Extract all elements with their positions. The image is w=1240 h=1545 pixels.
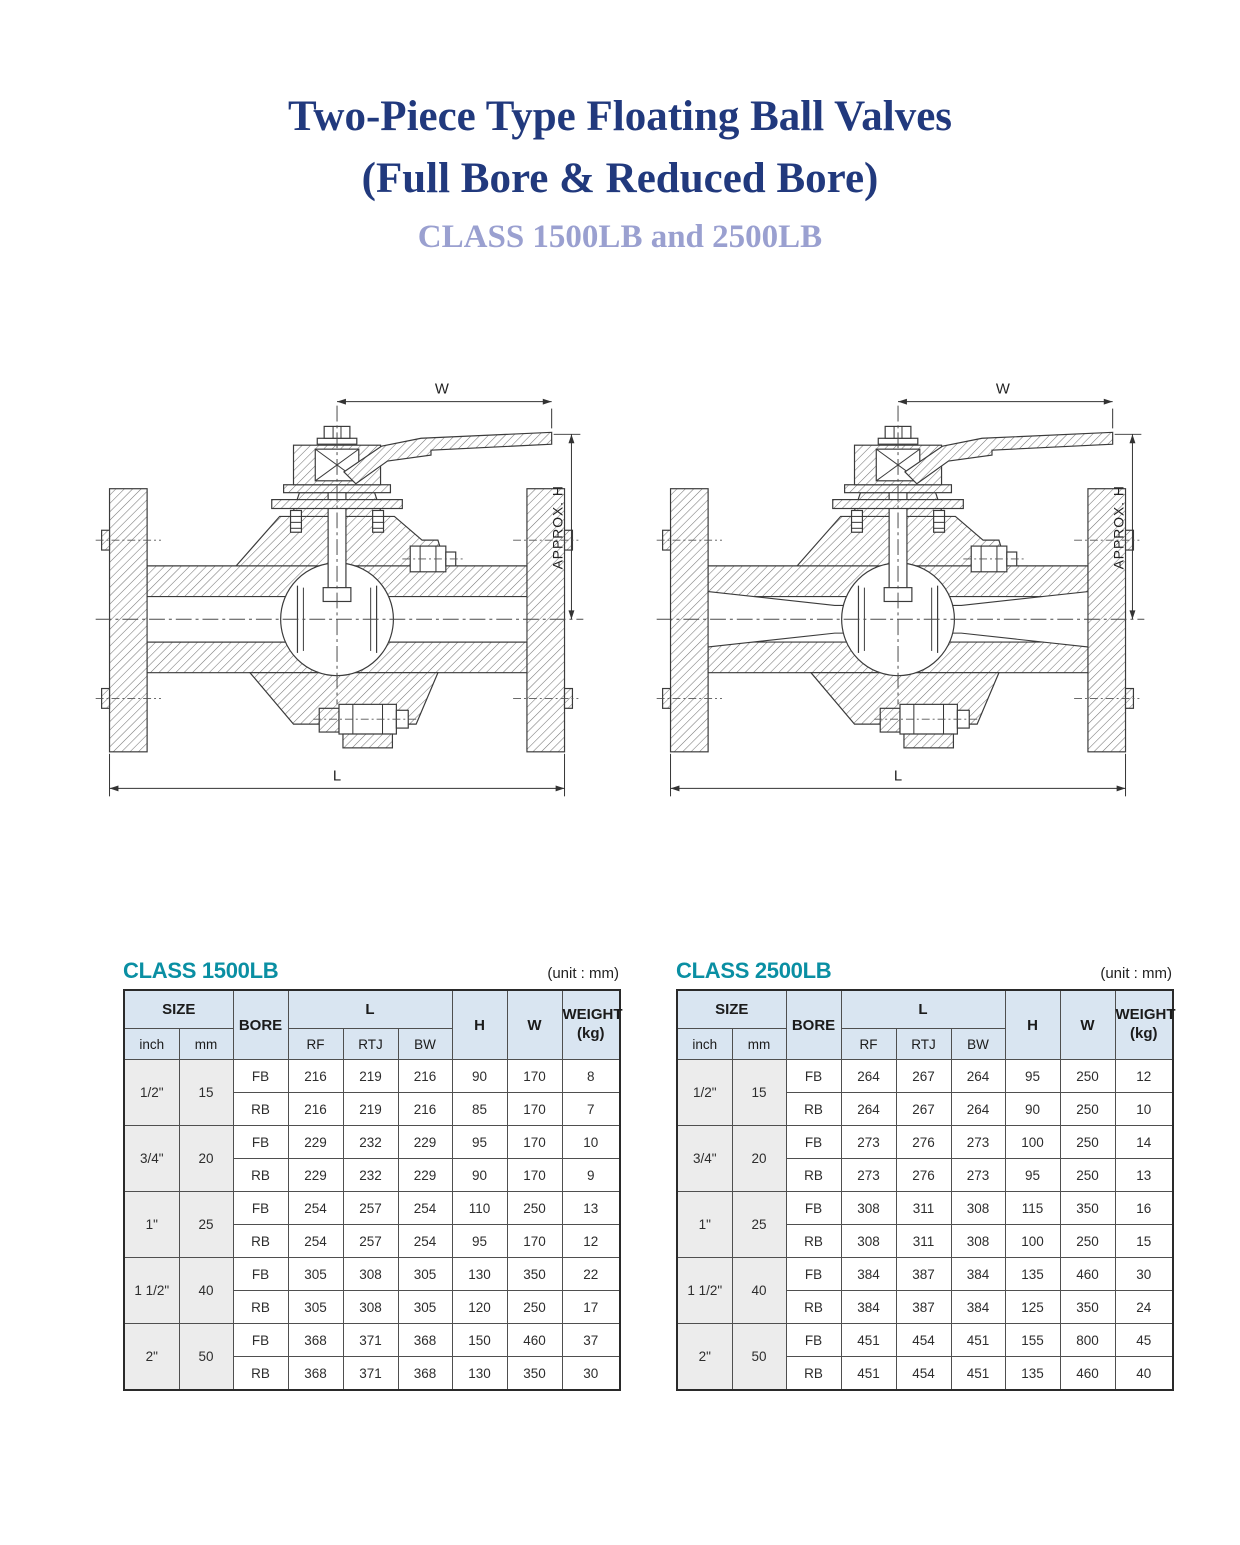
value-cell: 170: [507, 1093, 562, 1126]
size-inch-cell: 1": [124, 1192, 179, 1258]
value-cell: 368: [398, 1357, 452, 1391]
value-cell: 308: [343, 1258, 398, 1291]
value-cell: 170: [507, 1225, 562, 1258]
col-header-l: L: [288, 990, 452, 1029]
size-mm-cell: 50: [179, 1324, 233, 1391]
value-cell: 305: [398, 1291, 452, 1324]
spec-table-2500lb: [676, 989, 1174, 1391]
col-header-bw: BW: [398, 1029, 452, 1060]
value-cell: 135: [1005, 1357, 1060, 1391]
value-cell: 460: [507, 1324, 562, 1357]
value-cell: 264: [841, 1093, 896, 1126]
table-row: [124, 1126, 620, 1159]
valve-drawings: [0, 372, 1240, 827]
size-inch-cell: 2": [124, 1324, 179, 1391]
value-cell: 95: [1005, 1060, 1060, 1093]
value-cell: 13: [562, 1192, 620, 1225]
page-title-line1: Two-Piece Type Floating Ball Valves: [287, 93, 953, 140]
value-cell: 254: [398, 1225, 452, 1258]
value-cell: 368: [288, 1357, 343, 1391]
bore-cell: RB: [786, 1357, 841, 1391]
dim-l-label: L: [893, 768, 903, 785]
value-cell: 273: [951, 1126, 1005, 1159]
value-cell: 305: [398, 1258, 452, 1291]
value-cell: 460: [1060, 1357, 1115, 1391]
table-caption-row: [123, 958, 619, 982]
size-mm-cell: 15: [732, 1060, 786, 1126]
value-cell: 150: [452, 1324, 507, 1357]
value-cell: 219: [343, 1093, 398, 1126]
value-cell: 250: [1060, 1060, 1115, 1093]
spec-table-block-1500lb: [123, 958, 623, 1391]
bore-cell: FB: [786, 1258, 841, 1291]
value-cell: 368: [398, 1324, 452, 1357]
value-cell: 250: [1060, 1093, 1115, 1126]
value-cell: 273: [841, 1126, 896, 1159]
title-block: [0, 86, 1240, 256]
size-mm-cell: 40: [732, 1258, 786, 1324]
table-caption: CLASS 2500LB: [676, 958, 832, 983]
size-mm-cell: 25: [179, 1192, 233, 1258]
col-header-rtj: RTJ: [343, 1029, 398, 1060]
size-mm-cell: 15: [179, 1060, 233, 1126]
value-cell: 371: [343, 1357, 398, 1391]
size-mm-cell: 25: [732, 1192, 786, 1258]
value-cell: 308: [841, 1192, 896, 1225]
value-cell: 14: [1115, 1126, 1173, 1159]
col-header-h: H: [452, 990, 507, 1060]
bore-cell: FB: [233, 1192, 288, 1225]
value-cell: 371: [343, 1324, 398, 1357]
value-cell: 12: [562, 1225, 620, 1258]
value-cell: 384: [841, 1291, 896, 1324]
value-cell: 130: [452, 1357, 507, 1391]
value-cell: 170: [507, 1060, 562, 1093]
bore-cell: RB: [786, 1093, 841, 1126]
bore-cell: RB: [233, 1093, 288, 1126]
value-cell: 12: [1115, 1060, 1173, 1093]
value-cell: 15: [1115, 1225, 1173, 1258]
bore-cell: RB: [233, 1225, 288, 1258]
value-cell: 45: [1115, 1324, 1173, 1357]
dim-w-label: W: [995, 381, 1010, 398]
col-header-inch: inch: [124, 1029, 179, 1060]
size-inch-cell: 1 1/2": [124, 1258, 179, 1324]
bore-cell: RB: [786, 1159, 841, 1192]
size-inch-cell: 1 1/2": [677, 1258, 732, 1324]
col-header-w: W: [1060, 990, 1115, 1060]
value-cell: 170: [507, 1126, 562, 1159]
bore-cell: FB: [233, 1258, 288, 1291]
value-cell: 216: [288, 1093, 343, 1126]
value-cell: 17: [562, 1291, 620, 1324]
value-cell: 384: [951, 1258, 1005, 1291]
dim-l-label: L: [332, 768, 342, 785]
value-cell: 250: [507, 1291, 562, 1324]
value-cell: 9: [562, 1159, 620, 1192]
valve-figure-reduced-bore: [648, 372, 1153, 827]
value-cell: 229: [288, 1159, 343, 1192]
col-header-size: SIZE: [124, 990, 233, 1029]
value-cell: 350: [1060, 1192, 1115, 1225]
value-cell: 368: [288, 1324, 343, 1357]
value-cell: 95: [452, 1126, 507, 1159]
value-cell: 267: [896, 1060, 951, 1093]
valve-drawing-reduced-bore: [648, 372, 1153, 827]
table-row: [677, 1060, 1173, 1093]
value-cell: 250: [1060, 1159, 1115, 1192]
value-cell: 95: [1005, 1159, 1060, 1192]
size-inch-cell: 1/2": [677, 1060, 732, 1126]
value-cell: 451: [841, 1357, 896, 1391]
value-cell: 7: [562, 1093, 620, 1126]
value-cell: 232: [343, 1126, 398, 1159]
size-mm-cell: 20: [732, 1126, 786, 1192]
col-header-bore: BORE: [786, 990, 841, 1060]
value-cell: 257: [343, 1225, 398, 1258]
value-cell: 451: [951, 1357, 1005, 1391]
spec-table-1500lb: [123, 989, 621, 1391]
bore-cell: FB: [233, 1126, 288, 1159]
size-inch-cell: 2": [677, 1324, 732, 1391]
value-cell: 120: [452, 1291, 507, 1324]
value-cell: 8: [562, 1060, 620, 1093]
bore-cell: FB: [786, 1192, 841, 1225]
table-row: [124, 1324, 620, 1357]
col-header-weight: WEIGHT (kg): [562, 990, 620, 1060]
size-inch-cell: 1": [677, 1192, 732, 1258]
value-cell: 460: [1060, 1258, 1115, 1291]
value-cell: 264: [951, 1093, 1005, 1126]
value-cell: 276: [896, 1159, 951, 1192]
value-cell: 387: [896, 1258, 951, 1291]
value-cell: 115: [1005, 1192, 1060, 1225]
value-cell: 100: [1005, 1126, 1060, 1159]
value-cell: 232: [343, 1159, 398, 1192]
dim-w-label: W: [434, 381, 449, 398]
table-row: [124, 1060, 620, 1093]
col-header-l: L: [841, 990, 1005, 1029]
bore-cell: FB: [233, 1324, 288, 1357]
value-cell: 311: [896, 1225, 951, 1258]
table-row: [124, 1258, 620, 1291]
value-cell: 24: [1115, 1291, 1173, 1324]
col-header-h: H: [1005, 990, 1060, 1060]
value-cell: 273: [951, 1159, 1005, 1192]
value-cell: 257: [343, 1192, 398, 1225]
table-row: [677, 1192, 1173, 1225]
value-cell: 254: [288, 1225, 343, 1258]
value-cell: 170: [507, 1159, 562, 1192]
bore-cell: RB: [786, 1225, 841, 1258]
col-header-size: SIZE: [677, 990, 786, 1029]
value-cell: 37: [562, 1324, 620, 1357]
col-header-rf: RF: [288, 1029, 343, 1060]
value-cell: 40: [1115, 1357, 1173, 1391]
spec-tables: [123, 958, 1176, 1391]
value-cell: 130: [452, 1258, 507, 1291]
table-caption: CLASS 1500LB: [123, 958, 279, 983]
value-cell: 10: [1115, 1093, 1173, 1126]
bore-cell: RB: [233, 1291, 288, 1324]
bore-cell: FB: [786, 1060, 841, 1093]
value-cell: 454: [896, 1324, 951, 1357]
size-mm-cell: 40: [179, 1258, 233, 1324]
col-header-bw: BW: [951, 1029, 1005, 1060]
value-cell: 308: [343, 1291, 398, 1324]
value-cell: 13: [1115, 1159, 1173, 1192]
value-cell: 250: [1060, 1126, 1115, 1159]
value-cell: 311: [896, 1192, 951, 1225]
value-cell: 350: [507, 1258, 562, 1291]
page-title-line2: (Full Bore & Reduced Bore): [361, 155, 879, 203]
bore-cell: FB: [786, 1126, 841, 1159]
spec-table-block-2500lb: [676, 958, 1176, 1391]
value-cell: 350: [1060, 1291, 1115, 1324]
value-cell: 308: [951, 1192, 1005, 1225]
table-row: [677, 1324, 1173, 1357]
value-cell: 451: [841, 1324, 896, 1357]
value-cell: 22: [562, 1258, 620, 1291]
bore-cell: FB: [233, 1060, 288, 1093]
value-cell: 273: [841, 1159, 896, 1192]
size-inch-cell: 3/4": [677, 1126, 732, 1192]
value-cell: 308: [951, 1225, 1005, 1258]
col-header-weight: WEIGHT (kg): [1115, 990, 1173, 1060]
size-mm-cell: 50: [732, 1324, 786, 1391]
value-cell: 384: [951, 1291, 1005, 1324]
value-cell: 250: [507, 1192, 562, 1225]
value-cell: 276: [896, 1126, 951, 1159]
col-header-rf: RF: [841, 1029, 896, 1060]
value-cell: 308: [841, 1225, 896, 1258]
valve-figure-full-bore: [87, 372, 592, 827]
value-cell: 216: [398, 1060, 452, 1093]
value-cell: 16: [1115, 1192, 1173, 1225]
value-cell: 95: [452, 1225, 507, 1258]
col-header-mm: mm: [179, 1029, 233, 1060]
value-cell: 229: [398, 1159, 452, 1192]
value-cell: 10: [562, 1126, 620, 1159]
table-row: [677, 1126, 1173, 1159]
bore-cell: RB: [786, 1291, 841, 1324]
col-header-bore: BORE: [233, 990, 288, 1060]
col-header-rtj: RTJ: [896, 1029, 951, 1060]
table-caption-row: [676, 958, 1172, 982]
col-header-w: W: [507, 990, 562, 1060]
value-cell: 229: [398, 1126, 452, 1159]
value-cell: 216: [288, 1060, 343, 1093]
size-mm-cell: 20: [179, 1126, 233, 1192]
bore-cell: FB: [786, 1324, 841, 1357]
value-cell: 90: [1005, 1093, 1060, 1126]
value-cell: 451: [951, 1324, 1005, 1357]
value-cell: 350: [507, 1357, 562, 1391]
size-inch-cell: 3/4": [124, 1126, 179, 1192]
value-cell: 264: [951, 1060, 1005, 1093]
value-cell: 229: [288, 1126, 343, 1159]
value-cell: 800: [1060, 1324, 1115, 1357]
value-cell: 219: [343, 1060, 398, 1093]
value-cell: 250: [1060, 1225, 1115, 1258]
table-row: [677, 1258, 1173, 1291]
col-header-mm: mm: [732, 1029, 786, 1060]
size-inch-cell: 1/2": [124, 1060, 179, 1126]
value-cell: 30: [562, 1357, 620, 1391]
value-cell: 135: [1005, 1258, 1060, 1291]
dim-h-label: APPROX. H: [549, 485, 566, 570]
value-cell: 216: [398, 1093, 452, 1126]
value-cell: 454: [896, 1357, 951, 1391]
value-cell: 125: [1005, 1291, 1060, 1324]
value-cell: 254: [288, 1192, 343, 1225]
table-row: [124, 1192, 620, 1225]
table-unit-label: (unit : mm): [547, 965, 619, 982]
dim-h-label: APPROX. H: [1110, 485, 1127, 570]
value-cell: 85: [452, 1093, 507, 1126]
col-header-inch: inch: [677, 1029, 732, 1060]
page-subtitle: CLASS 1500LB and 2500LB: [417, 218, 823, 255]
value-cell: 155: [1005, 1324, 1060, 1357]
value-cell: 305: [288, 1291, 343, 1324]
value-cell: 254: [398, 1192, 452, 1225]
value-cell: 384: [841, 1258, 896, 1291]
table-unit-label: (unit : mm): [1100, 965, 1172, 982]
value-cell: 267: [896, 1093, 951, 1126]
value-cell: 90: [452, 1159, 507, 1192]
value-cell: 30: [1115, 1258, 1173, 1291]
value-cell: 110: [452, 1192, 507, 1225]
value-cell: 90: [452, 1060, 507, 1093]
value-cell: 305: [288, 1258, 343, 1291]
bore-cell: RB: [233, 1357, 288, 1391]
valve-drawing-full-bore: [87, 372, 592, 827]
value-cell: 264: [841, 1060, 896, 1093]
bore-cell: RB: [233, 1159, 288, 1192]
value-cell: 387: [896, 1291, 951, 1324]
value-cell: 100: [1005, 1225, 1060, 1258]
